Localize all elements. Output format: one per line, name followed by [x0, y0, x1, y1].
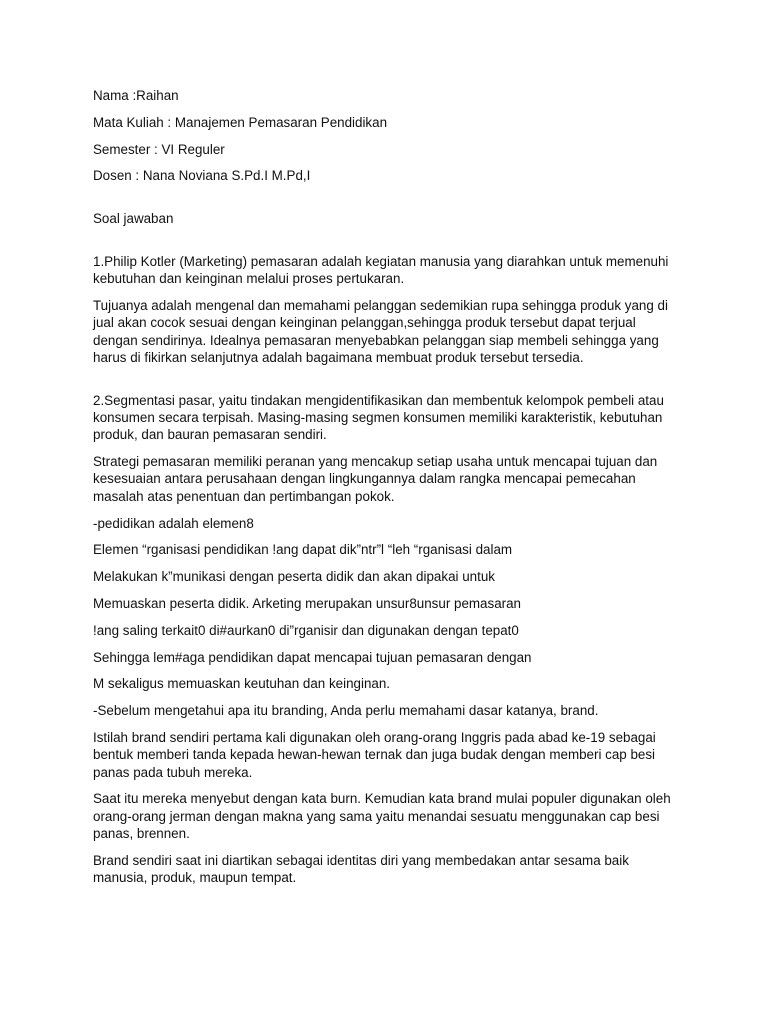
paragraph: Sehingga lem#aga pendidikan dapat mencapai tujuan pemasaran dengan: [93, 649, 532, 665]
paragraph: Elemen “rganisasi pendidikan !ang dapat dik”ntr”l “leh “rganisasi dalam: [93, 542, 513, 558]
spacer: [93, 237, 683, 253]
paragraph: !ang saling terkait0 di#aurkan0 di”rganisir dan digunakan dengan tepat0: [93, 622, 519, 638]
paragraph: Istilah brand sendiri pertama kali digunakan oleh orang-orang Inggris pada abad ke-19 sebagai bentuk memberi tanda kepada hewan-hewan ternak dan juga budak dengan memberi cap besi panas pada tubuh mereka.: [93, 729, 656, 780]
spacer: [93, 376, 683, 392]
paragraph: M sekaligus memuaskan keutuhan dan keinginan.: [93, 676, 391, 692]
paragraph: 2.Segmentasi pasar, yaitu tindakan mengidentifikasikan dan membentuk kelompok pembeli atau konsumen secara terpisah. Masing-masing segmen konsumen memiliki karakteristik, kebutuhan produk, dan bauran pemasaran sendiri.: [93, 392, 664, 443]
paragraph: Brand sendiri saat ini diartikan sebagai identitas diri yang membedakan antar sesama baik manusia, produk, maupun tempat.: [93, 852, 629, 885]
paragraph: Memuaskan peserta didik. Arketing merupakan unsur8unsur pemasaran: [93, 595, 521, 611]
paragraph: -Sebelum mengetahui apa itu branding, Anda perlu memahami dasar katanya, brand.: [93, 703, 599, 719]
paragraph: 1.Philip Kotler (Marketing) pemasaran adalah kegiatan manusia yang diarahkan untuk memenuhi kebutuhan dan keinginan melalui proses pertukaran.: [93, 253, 669, 287]
paragraph: Strategi pemasaran memiliki peranan yang mencakup setiap usaha untuk mencapai tujuan dan kesesuaian antara perusahaan dengan lingkungannya dalam rangka mencapai pemecahan masalah atas penentuan dan pertimbangan pokok.: [93, 454, 658, 504]
paragraph: Melakukan k”munikasi dengan peserta didik dan akan dipakai untuk: [93, 569, 495, 585]
paragraph: -pedidikan adalah elemen8: [93, 515, 254, 531]
header-nama: Nama :Raihan: [93, 88, 179, 103]
header-semester: Semester : VI Reguler: [93, 141, 225, 157]
paragraph: Tujuanya adalah mengenal dan memahami pelanggan sedemikian rupa sehingga produk yang di jual akan cocok sesuai dengan keinginan pelanggan,sehingga produk tersebut dapat terjual dengan sendirinya. Idealnya pemasaran menyebabkan pelanggan siap membeli sehingga yang harus di fikirkan selanjutnya adalah bagaimana membuat produk tersebut tersedia.: [93, 298, 668, 365]
header-mata-kuliah: Mata Kuliah : Manajemen Pemasaran Pendidikan: [93, 114, 388, 130]
header-dosen: Dosen : Nana Noviana S.Pd.I M.Pd,I: [93, 168, 311, 184]
section-title: Soal jawaban: [93, 211, 174, 227]
spacer: [93, 194, 683, 210]
paragraph: Saat itu mereka menyebut dengan kata burn. Kemudian kata brand mulai populer digunakan oleh orang-orang jerman dengan makna yang sama yaitu menandai sesuatu menggunakan cap besi panas, brennen.: [93, 791, 671, 841]
document-body: [93, 87, 683, 896]
